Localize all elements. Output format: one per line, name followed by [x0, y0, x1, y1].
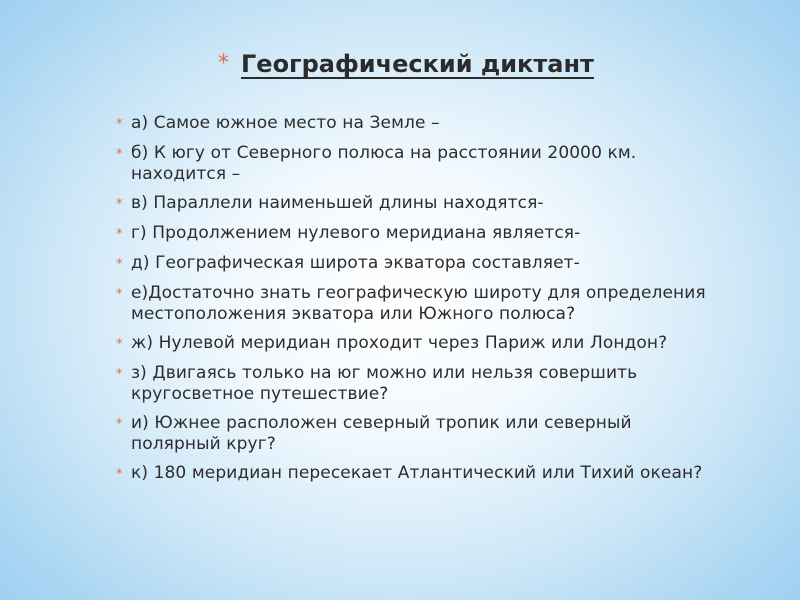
- list-item: [116, 463, 716, 485]
- asterisk-bullet-icon: *: [218, 51, 229, 76]
- list-item: [116, 193, 716, 215]
- question-text: а) Самое южное место на Земле –: [131, 113, 440, 133]
- list-item: [116, 333, 716, 355]
- list-item: [116, 363, 716, 405]
- list-item: [116, 143, 716, 185]
- asterisk-bullet-icon: *: [116, 117, 123, 132]
- asterisk-bullet-icon: *: [116, 227, 123, 242]
- list-item: [116, 413, 716, 455]
- question-text: и) Южнее расположен северный тропик или северный полярный круг?: [131, 413, 632, 454]
- asterisk-bullet-icon: *: [116, 367, 123, 382]
- list-item: [116, 223, 716, 245]
- asterisk-bullet-icon: *: [116, 257, 123, 272]
- list-item: [116, 113, 716, 135]
- asterisk-bullet-icon: *: [116, 417, 123, 432]
- question-text: д) Географическая широта экватора составляет-: [131, 253, 580, 273]
- question-text: к) 180 меридиан пересекает Атлантический или Тихий океан?: [131, 463, 703, 483]
- question-text: в) Параллели наименьшей длины находятся-: [131, 193, 544, 213]
- asterisk-bullet-icon: *: [116, 467, 123, 482]
- asterisk-bullet-icon: *: [116, 147, 123, 162]
- list-item: [116, 253, 716, 275]
- question-text: е)Достаточно знать географическую широту для определения местоположения экватора или Южного полюса?: [131, 283, 706, 324]
- question-text: з) Двигаясь только на юг можно или нельзя совершить кругосветное путешествие?: [131, 363, 638, 404]
- asterisk-bullet-icon: *: [116, 197, 123, 212]
- asterisk-bullet-icon: *: [116, 287, 123, 302]
- title-row: [218, 50, 594, 78]
- slide-title: Географический диктант: [241, 50, 594, 78]
- question-list: [116, 113, 716, 493]
- asterisk-bullet-icon: *: [116, 337, 123, 352]
- list-item: [116, 283, 716, 325]
- question-text: б) К югу от Северного полюса на расстоянии 20000 км. находится –: [131, 143, 637, 184]
- question-text: г) Продолжением нулевого меридиана является-: [131, 223, 581, 243]
- question-text: ж) Нулевой меридиан проходит через Париж или Лондон?: [131, 333, 668, 353]
